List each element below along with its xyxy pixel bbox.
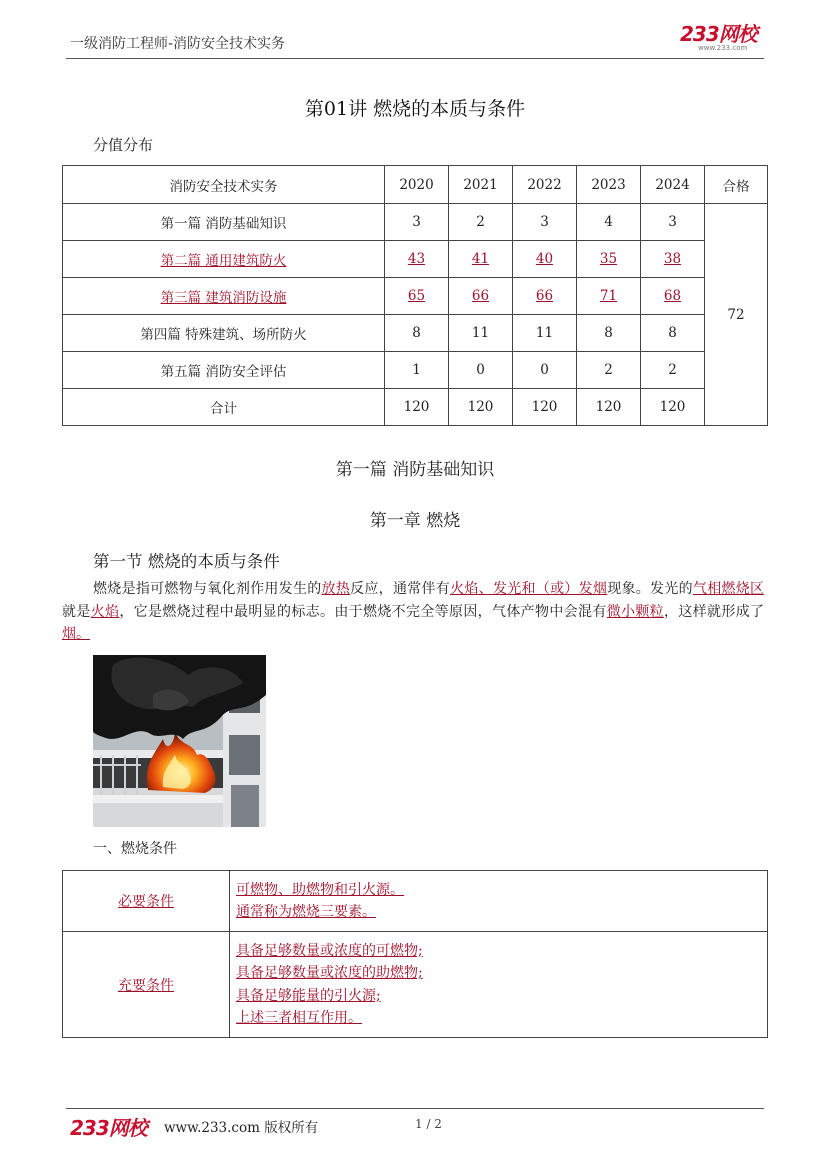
table-cell — [449, 241, 513, 278]
table-cell: 3 — [641, 204, 705, 241]
condition-label-cell — [63, 932, 230, 1038]
table-cell: 2 — [449, 204, 513, 241]
paragraph-text: 反应，通常伴有 — [350, 581, 451, 597]
condition-value-cell — [230, 932, 768, 1038]
highlight-text: 上述三者相互作用。 — [236, 1010, 362, 1026]
table-header-cell: 2020 — [385, 166, 449, 204]
table-cell: 120 — [577, 389, 641, 426]
table-cell: 1 — [385, 352, 449, 389]
header-title: 一级消防工程师-消防安全技术实务 — [70, 36, 286, 52]
highlight-text: 66 — [471, 288, 490, 304]
pass-score-cell: 72 — [705, 204, 768, 426]
table-cell: 11 — [449, 315, 513, 352]
highlight-text: 43 — [407, 251, 426, 267]
table-cell: 120 — [449, 389, 513, 426]
table-cell — [385, 278, 449, 315]
highlight-text: 具备足够数量或浓度的助燃物; — [236, 965, 423, 981]
conditions-heading: 一、燃烧条件 — [93, 841, 177, 857]
table-header-cell: 2022 — [513, 166, 577, 204]
condition-line — [236, 940, 761, 963]
table-cell: 8 — [577, 315, 641, 352]
highlight-text: 71 — [599, 288, 618, 304]
highlight-text: 烟。 — [62, 626, 90, 642]
highlight-text: 放热 — [321, 581, 351, 597]
table-cell: 2 — [641, 352, 705, 389]
section-title: 第一节 燃烧的本质与条件 — [93, 552, 280, 571]
highlight-text: 66 — [535, 288, 554, 304]
table-row — [63, 932, 768, 1038]
condition-label: 必要条件 — [118, 894, 174, 910]
table-cell — [641, 241, 705, 278]
table-cell — [641, 278, 705, 315]
table-cell: 0 — [513, 352, 577, 389]
brand-logo-text: 233网校 — [680, 22, 757, 46]
combustion-conditions-table — [62, 870, 768, 1038]
highlight-text: 40 — [535, 251, 554, 267]
condition-line — [236, 985, 761, 1008]
footer-copyright: www.233.com 版权所有 — [164, 1120, 319, 1136]
table-cell: 3 — [385, 204, 449, 241]
part-title: 第一篇 消防基础知识 — [335, 460, 495, 480]
table-cell — [577, 278, 641, 315]
table-row — [63, 241, 768, 278]
table-cell — [513, 241, 577, 278]
paragraph-text: 燃烧是指可燃物与氧化剂作用发生的 — [93, 581, 322, 597]
table-header-cell: 2024 — [641, 166, 705, 204]
table-row — [63, 315, 768, 352]
chapter-title: 第一章 燃烧 — [369, 511, 461, 531]
table-cell: 120 — [385, 389, 449, 426]
table-cell: 4 — [577, 204, 641, 241]
table-cell-name: 合计 — [63, 389, 385, 426]
table-cell — [449, 278, 513, 315]
table-row — [63, 204, 768, 241]
table-cell — [385, 241, 449, 278]
highlight-text: 微小颗粒 — [606, 603, 665, 620]
condition-line — [236, 879, 761, 902]
page-number: 1 / 2 — [415, 1117, 442, 1131]
score-distribution-table — [62, 165, 768, 426]
table-header-cell: 合格 — [705, 166, 768, 204]
score-section-label: 分值分布 — [93, 136, 154, 154]
highlight-text: 火焰 — [90, 603, 120, 620]
table-cell: 120 — [641, 389, 705, 426]
highlight-text: 41 — [471, 251, 490, 267]
footer-divider — [66, 1108, 764, 1109]
table-header-cell: 2021 — [449, 166, 513, 204]
highlight-text: 火焰、发光和（或）发烟 — [450, 581, 608, 597]
highlight-text: 38 — [663, 251, 682, 267]
table-total-row — [63, 389, 768, 426]
condition-line — [236, 901, 761, 924]
building-fire-photo — [93, 655, 266, 827]
paragraph-text: 就是 — [62, 603, 91, 620]
brand-logo[interactable] — [680, 24, 762, 52]
condition-value-cell — [230, 871, 768, 932]
table-header-cell: 消防安全技术实务 — [63, 166, 385, 204]
table-cell: 3 — [513, 204, 577, 241]
highlight-text: 第二篇 通用建筑防火 — [160, 253, 287, 269]
highlight-text: 第三篇 建筑消防设施 — [160, 290, 287, 306]
footer-logo[interactable]: 233网校 — [70, 1116, 147, 1140]
table-row — [63, 278, 768, 315]
condition-label-cell — [63, 871, 230, 932]
table-header-row — [63, 166, 768, 204]
table-cell-name: 第五篇 消防安全评估 — [63, 352, 385, 389]
table-cell — [577, 241, 641, 278]
table-cell-name — [63, 241, 385, 278]
header-divider — [66, 58, 764, 59]
table-cell: 8 — [641, 315, 705, 352]
highlight-text: 35 — [599, 251, 618, 267]
condition-line — [236, 962, 761, 985]
lecture-title: 第01讲 燃烧的本质与条件 — [304, 98, 526, 120]
brand-logo-url: www.233.com — [698, 44, 748, 52]
paragraph-text: ，这样就形成了 — [664, 603, 765, 620]
table-cell-name: 第四篇 特殊建筑、场所防火 — [63, 315, 385, 352]
highlight-text: 可燃物、助燃物和引火源。 — [236, 881, 404, 898]
table-header-cell: 2023 — [577, 166, 641, 204]
condition-label: 充要条件 — [118, 977, 174, 994]
highlight-text: 具备足够能量的引火源; — [236, 987, 381, 1004]
highlight-text: 具备足够数量或浓度的可燃物; — [236, 942, 423, 959]
intro-paragraph — [62, 578, 764, 646]
highlight-text: 65 — [407, 288, 426, 304]
building-fire-illustration — [93, 655, 266, 827]
table-row — [63, 871, 768, 932]
highlight-text: 气相燃烧区 — [692, 581, 765, 597]
table-cell-name: 第一篇 消防基础知识 — [63, 204, 385, 241]
highlight-text: 通常称为燃烧三要素。 — [236, 904, 376, 920]
table-cell: 11 — [513, 315, 577, 352]
table-cell — [513, 278, 577, 315]
table-cell: 120 — [513, 389, 577, 426]
table-cell-name — [63, 278, 385, 315]
highlight-text: 68 — [663, 288, 682, 304]
table-cell: 0 — [449, 352, 513, 389]
paragraph-text: 现象。发光的 — [607, 581, 693, 597]
paragraph-text: ，它是燃烧过程中最明显的标志。由于燃烧不完全等原因，气体产物中会混有 — [119, 603, 607, 620]
table-cell: 2 — [577, 352, 641, 389]
condition-line — [236, 1007, 761, 1030]
table-row — [63, 352, 768, 389]
table-cell: 8 — [385, 315, 449, 352]
